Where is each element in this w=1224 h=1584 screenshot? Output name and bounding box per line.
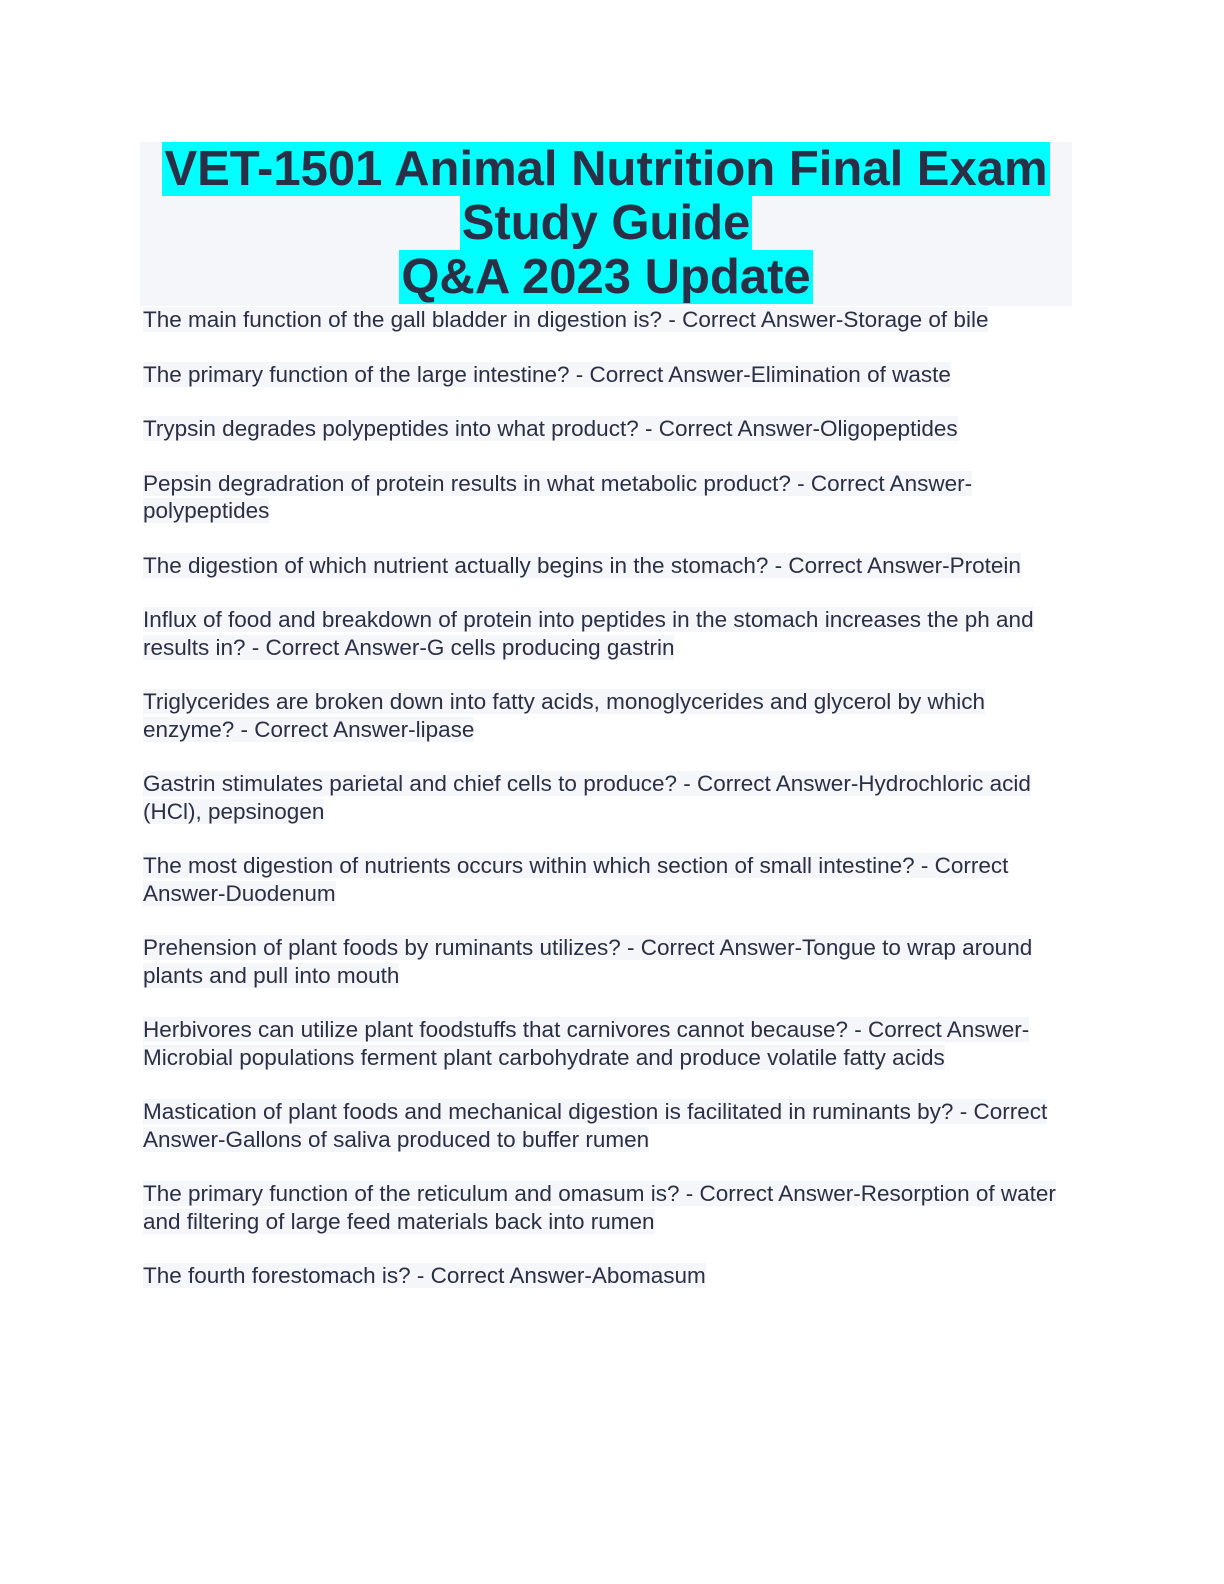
- qa-item: Prehension of plant foods by ruminants utilizes? - Correct Answer-Tongue to wrap around plants and pull into mouth: [143, 935, 1033, 988]
- qa-item: Gastrin stimulates parietal and chief cells to produce? - Correct Answer-Hydrochloric acid (HCl), pepsinogen: [143, 771, 1031, 824]
- document-title: [140, 142, 1072, 306]
- qa-item: The primary function of the large intestine? - Correct Answer-Elimination of waste: [143, 361, 951, 387]
- title-line-1: VET-1501 Animal Nutrition Final Exam: [164, 142, 1048, 196]
- qa-item: The primary function of the reticulum and omasum is? - Correct Answer-Resorption of water and filtering of large feed materials back into rumen: [143, 1181, 1056, 1234]
- title-line-3: Q&A 2023 Update: [401, 250, 811, 304]
- qa-list: [143, 306, 1073, 1317]
- qa-item: The most digestion of nutrients occurs within which section of small intestine? - Correct Answer-Duodenum: [143, 853, 1009, 906]
- qa-item: Pepsin degradration of protein results in what metabolic product? - Correct Answer-polypeptides: [143, 470, 973, 523]
- qa-item: The main function of the gall bladder in digestion is? - Correct Answer-Storage of bile: [143, 307, 989, 332]
- qa-item: Mastication of plant foods and mechanical digestion is facilitated in ruminants by? - Correct Answer-Gallons of saliva produced to buffer rumen: [143, 1099, 1048, 1152]
- qa-item: Influx of food and breakdown of protein into peptides in the stomach increases the ph and results in? - Correct Answer-G cells producing gastrin: [143, 607, 1034, 660]
- qa-item: Trypsin degrades polypeptides into what product? - Correct Answer-Oligopeptides: [143, 416, 958, 441]
- qa-item: Herbivores can utilize plant foodstuffs that carnivores cannot because? - Correct Answer-Microbial populations ferment plant carbohydrate and produce volatile fatty acids: [143, 1017, 1030, 1070]
- qa-item: The fourth forestomach is? - Correct Answer-Abomasum: [143, 1263, 706, 1288]
- title-line-2: Study Guide: [461, 196, 751, 250]
- qa-item: The digestion of which nutrient actually begins in the stomach? - Correct Answer-Protein: [143, 552, 1021, 578]
- qa-item: Triglycerides are broken down into fatty acids, monoglycerides and glycerol by which enzyme? - Correct Answer-lipase: [143, 689, 986, 742]
